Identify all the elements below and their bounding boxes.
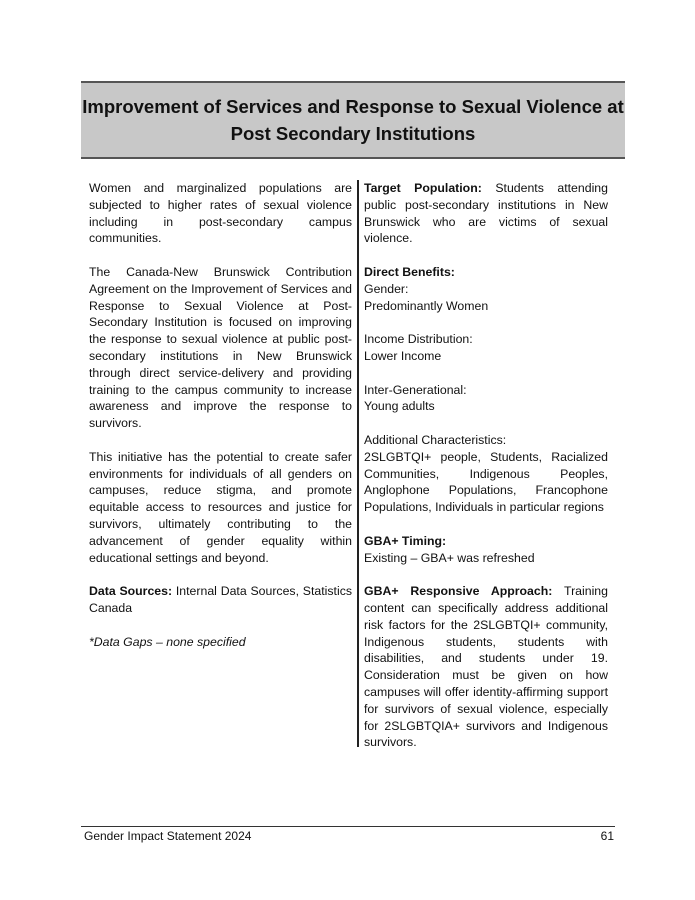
inter-generational (364, 382, 608, 416)
timing-value: Existing – GBA+ was refreshed (364, 550, 535, 565)
footer-title: Gender Impact Statement 2024 (84, 829, 252, 843)
gender-label: Gender: (364, 281, 409, 296)
additional-value: 2SLGBTQI+ people, Students, Racialized Communities, Indigenous Peoples, Anglophone Populations, Francophone Populations, Individuals in particular regions (364, 449, 608, 515)
data-sources-text: Internal Data Sources, Statistics Canada (89, 584, 352, 615)
timing-label: GBA+ Timing: (364, 533, 447, 548)
title-banner (81, 81, 625, 159)
target-population-label: Target Population: (364, 181, 482, 195)
additional-characteristics (364, 432, 608, 516)
column-divider (357, 180, 359, 747)
data-sources (89, 583, 352, 617)
intergen-label: Inter-Generational: (364, 382, 467, 397)
potential-paragraph: This initiative has the potential to create safer environments for individuals of all genders on campuses, reduce stigma, and promote equitable access to resources and justice for survivors, ultimately contributing to the advancement of gender equality within educational settings and beyond. (89, 449, 352, 565)
gender-value: Predominantly Women (364, 298, 489, 313)
income-value: Lower Income (364, 348, 442, 363)
agreement-paragraph: The Canada-New Brunswick Contribution Agreement on the Improvement of Services and Response to Sexual Violence at Post-Secondary Institution is focused on improving the response to sexual violence at public post-secondary institutions in New Brunswick through direct service-delivery and providing training to the campus community to increase awareness and improve the response to survivors. (89, 264, 352, 431)
page-title-line-1: Improvement of Services and Response to Sexual Violence at (82, 96, 624, 117)
income-distribution (364, 331, 608, 365)
data-sources-label: Data Sources: (89, 584, 173, 599)
approach-text: Training content can specifically address additional risk factors for the 2SLGBTQI+ community, Indigenous students, students with disabilities, and students under 19. Consideration must be given on how campuses will offer identity-affirming support for survivors of sexual violence, especially for 2SLGBTQIA+ survivors and Indigenous survivors. (364, 584, 608, 750)
left-column (89, 180, 352, 667)
right-column (364, 180, 608, 768)
data-gaps: *Data Gaps – none specified (89, 634, 246, 649)
target-population-text: Students attending public post-secondary institutions in New Brunswick who are victims of sexual violence. (364, 181, 608, 246)
page-number: 61 (600, 829, 614, 843)
income-label: Income Distribution: (364, 332, 473, 347)
approach-label: GBA+ Responsive Approach: (364, 584, 553, 599)
direct-benefits (364, 264, 608, 314)
intro-paragraph: Women and marginalized populations are subjected to higher rates of sexual violence including in post-secondary campus communities. (89, 181, 352, 246)
intergen-value: Young adults (364, 399, 435, 414)
gba-approach (364, 583, 608, 751)
additional-label: Additional Characteristics: (364, 432, 507, 447)
gba-timing (364, 533, 608, 567)
target-population (364, 180, 608, 247)
page-title-line-2: Post Secondary Institutions (230, 123, 476, 144)
footer-rule (81, 826, 615, 827)
direct-benefits-label: Direct Benefits: (364, 264, 455, 279)
